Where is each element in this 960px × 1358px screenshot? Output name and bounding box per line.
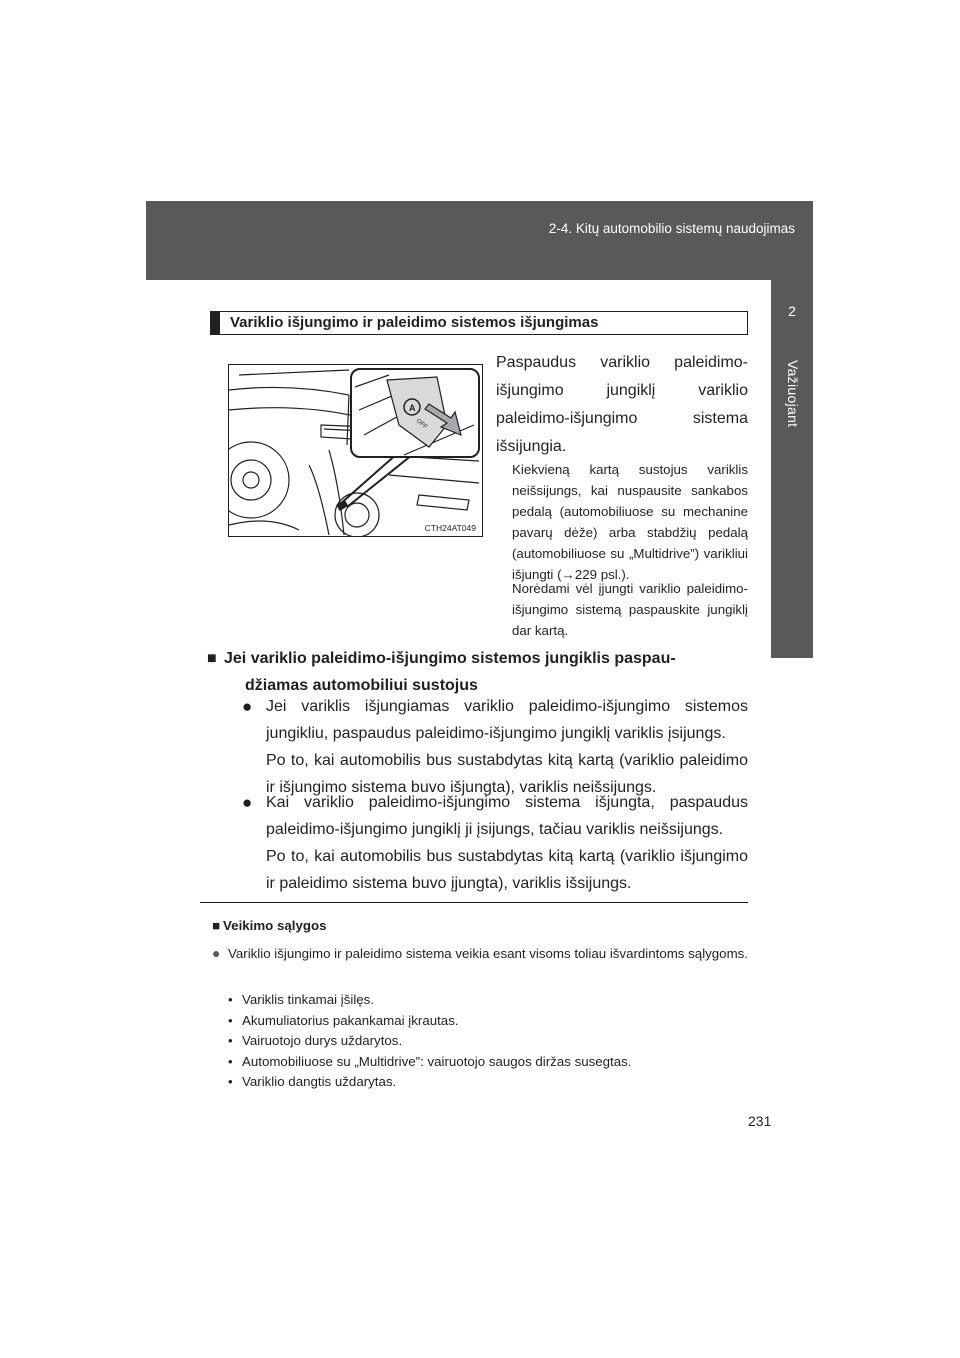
page-number: 231 [748,1113,772,1129]
chapter-side-tab [771,280,813,658]
operation-heading [212,918,327,933]
operation-intro-text: Variklio išjungimo ir paleidimo sistema veikia esant visoms toliau išvardintoms sąlygoms. [228,946,749,961]
list-item: • Variklio dangtis uždarytas. [228,1072,632,1093]
intro-text: Paspaudus variklio paleidimo-išjungimo jungiklį variklio paleidimo-išjungimo sistema išsijungia. [496,354,748,455]
list-item: • Automobiliuose su „Multidrive”: vairuotojo saugos diržas susegtas. [228,1052,632,1073]
section-heading [210,311,748,335]
operation-conditions-list [228,990,632,1093]
operation-title: Veikimo sąlygos [223,918,327,933]
header-band [146,201,813,280]
list-item: • Akumuliatorius pakankamai įkrautas. [228,1011,632,1032]
condition-heading [207,645,748,699]
operation-intro [212,943,749,964]
bullet-2-followup: Po to, kai automobilis bus sustabdytas kitą kartą (variklio išjungimo ir paleidimo sistema buvo įjungta), variklis išsijungs. [266,848,748,892]
condition-heading-line2: džiamas automobiliui sustojus [245,677,478,694]
dashboard-drawing [229,365,482,536]
button-off-label: OFF [414,418,428,431]
list-item: • Vairuotojo durys uždarytos. [228,1031,632,1052]
bullet-1-followup: Po to, kai automobilis bus sustabdytas kitą kartą (variklio paleidimo ir išjungimo sistema buvo išjungta), variklis neišsijungs. [266,752,748,796]
condition-heading-line1: Jei variklio paleidimo-išjungimo sistemos jungiklis paspau- [224,650,676,667]
figure-code: CTH24AT049 [424,523,476,533]
bullet-1-text: Jei variklis išjungiamas variklio paleidimo-išjungimo sistemos jungikliu, paspaudus paleidimo-išjungimo jungiklį variklis įsijungs. [266,698,748,742]
dashboard-illustration [228,364,483,537]
round-bullet-icon: ● [242,697,253,716]
section-divider [200,902,748,903]
condition-bullet-2 [242,789,748,897]
condition-bullet-1 [242,693,748,801]
note-text-1: Kiekvieną kartą sustojus variklis neišsijungs, kai nuspausite sankabos pedalą (automobiliuose su mechanine pavarų dėže) arba stabdžių pedalą (automobiliuose su „Multidrive”) varikliui išjungti (→229 psl.). [512,462,748,582]
chapter-label: Važiuojant [785,360,801,428]
square-bullet-icon: ■ [212,918,221,933]
square-bullet-icon: ■ [207,650,217,667]
section-title: Variklio išjungimo ir paleidimo sistemos išjungimas [230,314,599,331]
note-text-2: Norėdami vėl įjungti variklio paleidimo-išjungimo sistemą paspauskite jungiklį dar kartą. [512,581,748,638]
section-accent [211,312,220,334]
button-letter: A [409,403,416,413]
bullet-2-text: Kai variklio paleidimo-išjungimo sistema išjungta, paspaudus paleidimo-išjungimo jungiklį ji įsijungs, tačiau variklis neišsijungs. [266,794,748,838]
list-item: • Variklis tinkamai įšilęs. [228,990,632,1011]
round-bullet-icon: ● [242,793,253,812]
round-bullet-icon: ● [212,945,221,961]
chapter-number: 2 [788,303,796,319]
chapter-title: 2-4. Kitų automobilio sistemų naudojimas [548,221,795,236]
